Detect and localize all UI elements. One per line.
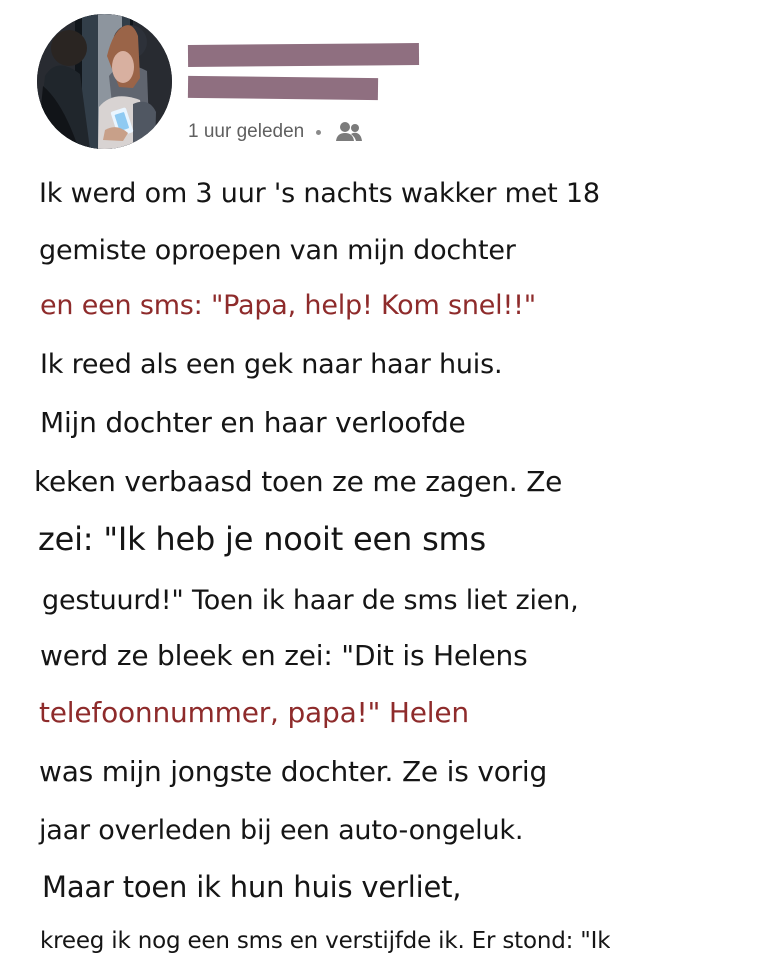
story-line: Ik reed als een gek naar haar huis. <box>40 349 503 380</box>
story-line-emphasis: en een sms: "Papa, help! Kom snel!!" <box>40 290 536 321</box>
post-meta <box>188 118 364 146</box>
avatar-photo <box>37 14 172 149</box>
story-line-cut-off: kreeg ik nog een sms en verstijfde ik. Er stond: "Ik <box>40 928 611 954</box>
story-line-emphasis: telefoonnummer, papa!" Helen <box>39 696 469 729</box>
story-line: zei: "Ik heb je nooit een sms <box>38 520 486 558</box>
redacted-name-bar <box>188 76 378 100</box>
story-line: keken verbaasd toen ze me zagen. Ze <box>34 465 563 498</box>
friends-icon[interactable] <box>333 120 364 144</box>
story-line: gemiste oproepen van mijn dochter <box>39 235 516 266</box>
profile-avatar[interactable] <box>37 14 172 149</box>
story-line: Mijn dochter en haar verloofde <box>40 406 466 439</box>
story-line: werd ze bleek en zei: "Dit is Helens <box>40 639 528 672</box>
story-line: Ik werd om 3 uur 's nachts wakker met 18 <box>39 178 600 209</box>
story-line: jaar overleden bij een auto-ongeluk. <box>39 815 524 846</box>
post-header <box>0 0 768 170</box>
story-line: Maar toen ik hun huis verliet, <box>42 870 462 904</box>
story-line: was mijn jongste dochter. Ze is vorig <box>39 755 548 788</box>
post-story <box>0 165 768 953</box>
story-line: gestuurd!" Toen ik haar de sms liet zien, <box>42 585 579 616</box>
post-timestamp[interactable]: 1 uur geleden <box>188 121 305 142</box>
meta-separator-dot <box>316 130 321 135</box>
redacted-name-bar <box>188 43 419 67</box>
